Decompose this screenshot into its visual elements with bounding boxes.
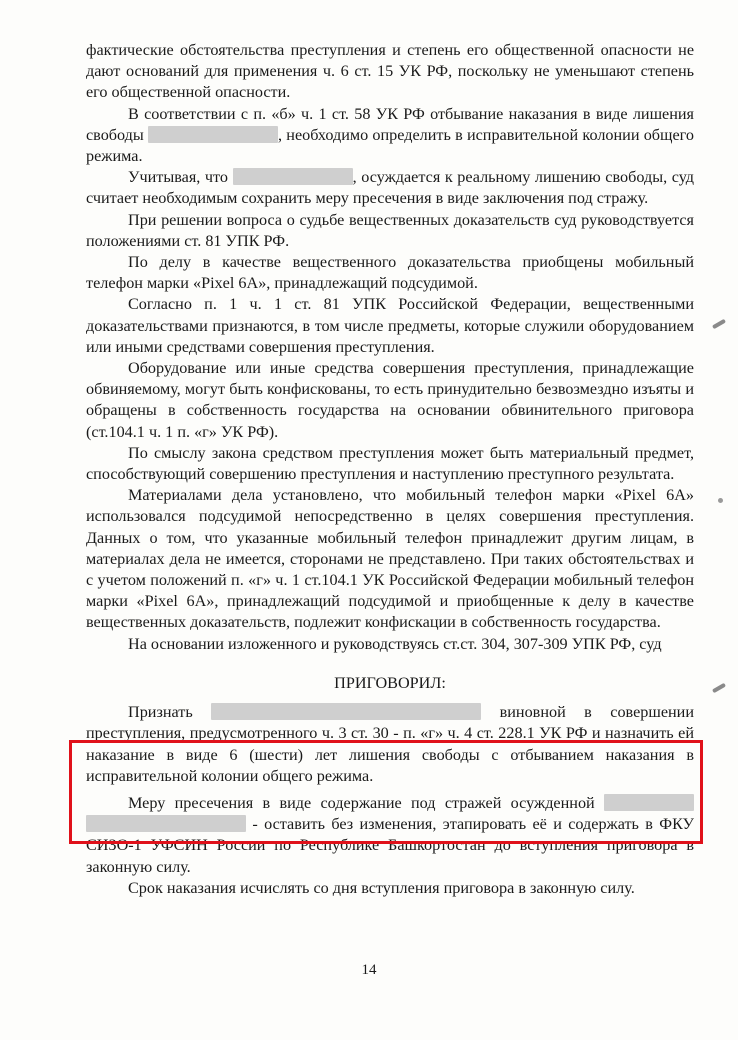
- verdict-heading: ПРИГОВОРИЛ:: [334, 673, 446, 692]
- scan-artifact: [712, 683, 726, 693]
- term-paragraph: Срок наказания исчислять со дня вступления приговора в законную силу.: [128, 878, 635, 897]
- paragraph-7: Оборудование или иные средства совершения преступления, принадлежащие обвиняемому, могут быть конфискованы, то есть принудительно безвозмездно изъяты и обращены в собственность государства на основании обвинительного приговора (ст.104.1 ч. 1 п. «г» УК РФ).: [86, 359, 694, 441]
- scan-artifact: [718, 498, 723, 503]
- paragraph-1: фактические обстоятельства преступления и степень его общественной опасности не дают оснований для применения ч. 6 ст. 15 УК РФ, поскольку не уменьшают степень его общественной опасности.: [86, 41, 694, 102]
- redacted-name: [148, 126, 278, 143]
- scan-artifact: [712, 319, 726, 329]
- paragraph-9: Материалами дела установлено, что мобильный телефон марки «Pixel 6A» использовался подсудимой непосредственно в целях совершения преступления. Данных о том, что указанные мобильный телефон принадлежит другим лицам, в материалах дела не имеется, сторонами не представлено. При таких обстоятельствах и с учетом положений п. «г» ч. 1 ст.104.1 УК Российской Федерации мобильный телефон марки «Pixel 6A», принадлежащий подсудимой и приобщенные к делу в качестве вещественных доказательств, подлежит конфискации в собственность государства.: [86, 486, 694, 632]
- redacted-name: [211, 703, 481, 720]
- verdict-highlight-box: [69, 740, 703, 844]
- paragraph-4: При решении вопроса о судьбе вещественных доказательств суд руководствуется положениями ст. 81 УПК РФ.: [86, 210, 694, 250]
- paragraph-6: Согласно п. 1 ч. 1 ст. 81 УПК Российской Федерации, вещественными доказательствами признаются, в том числе предметы, которые служили оборудованием или иными средствами совершения преступления.: [86, 295, 694, 356]
- paragraph-8: По смыслу закона средством преступления может быть материальный предмет, способствующий совершению преступления и наступлению преступного результата.: [86, 443, 694, 484]
- paragraph-2: В соответствии с п. «б» ч. 1 ст. 58 УК РФ отбывание наказания в виде лишения свободы , необходимо определить в исправительной колонии общего режима.: [86, 104, 695, 166]
- measure-paragraph: Меру пресечения в виде содержание под стражей осужденной - оставить без изменения, этапировать её и содержать в ФКУ СИЗО-1 УФСИН России по Республике Башкортостан до вступления приговора в законную силу.: [86, 793, 695, 876]
- paragraph-3: Учитывая, что , осуждается к реальному лишению свободы, суд считает необходимым сохранить меру пресечения в виде заключения под стражу.: [86, 168, 694, 208]
- redacted-name: [233, 168, 353, 185]
- page-number: 14: [361, 962, 377, 978]
- paragraph-10: На основании изложенного и руководствуясь ст.ст. 304, 307-309 УПК РФ, суд: [128, 634, 662, 653]
- verdict-paragraph: Признать виновной в совершении преступления, предусмотренного ч. 3 ст. 30 - п. «г» ч. 4 ст. 228.1 УК РФ и назначить ей наказание в виде 6 (шести) лет лишения свободы с отбыванием наказания в исправительной колонии общего режима.: [86, 703, 694, 785]
- paragraph-5: По делу в качестве вещественного доказательства приобщены мобильный телефон марки «Pixel 6A», принадлежащий подсудимой.: [86, 253, 694, 293]
